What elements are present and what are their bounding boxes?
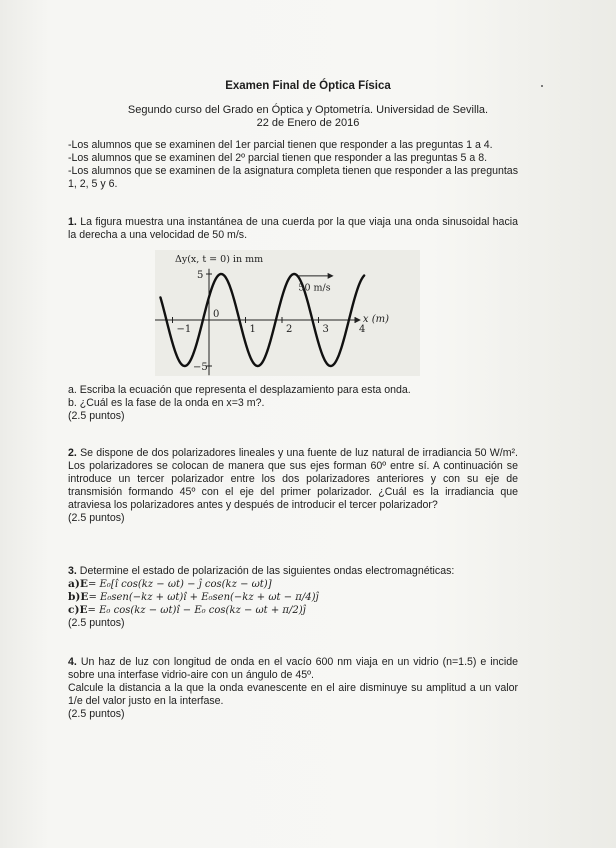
instruction-3: -Los alumnos que se examinen de la asignatura completa tienen que responder a las preguntas 1, 2, 5 y 6. xyxy=(68,165,518,190)
instruction-2: -Los alumnos que se examinen del 2º parcial tienen que responder a las preguntas 5 a 8. xyxy=(68,152,488,164)
q3-eq-c: c)E= E₀ cos(kz − ωt)î − E₀ cos(kz − ωt + π/2)ĵ xyxy=(68,604,306,616)
x-tick-label: 3 xyxy=(322,324,329,335)
q1-text: La figura muestra una instantánea de una cuerda por la que viaja una onda sinusoidal hacia la derecha a una velocidad de 50 m/s. xyxy=(68,216,518,241)
velocity-arrowhead xyxy=(328,273,334,279)
y-tick-label: 5 xyxy=(197,270,204,281)
exam-title: Examen Final de Óptica Física xyxy=(225,80,391,92)
chart-title: Δy(x, t = 0) in mm xyxy=(175,254,264,265)
q1-points: (2.5 puntos) xyxy=(68,410,125,422)
q1-number: 1. xyxy=(68,216,77,228)
q1-part-b: b. ¿Cuál es la fase de la onda en x=3 m?. xyxy=(68,397,265,409)
instructions xyxy=(68,139,518,191)
course-line: Segundo curso del Grado en Óptica y Optometría. Universidad de Sevilla. xyxy=(127,104,489,116)
q2-text: Se dispone de dos polarizadores lineales y una fuente de luz natural de irradiancia 50 W/m². Los polarizadores se colocan de manera que sus ejes forman 60º entre sí. A continuación se introduce un tercer polarizador entre los dos polarizadores anteriores y con su eje de transmisión formando 45º con el eje del primer polarizador. ¿Cuál es la irradiancia que atraviesa los polarizadores antes y después de introducir el tercer polarizador? xyxy=(68,447,518,511)
q4-text: Un haz de luz con longitud de onda en el vacío 600 nm viaja en un vidrio (n=1.5) e incide sobre una interfase vidrio-aire con un ángulo de 45º. xyxy=(68,656,518,681)
x-axis-label: x (m) xyxy=(362,314,390,325)
q2-number: 2. xyxy=(68,447,77,459)
x-tick-label: 4 xyxy=(359,324,366,335)
wave-figure xyxy=(155,250,420,376)
q1-part-a: a. Escriba la ecuación que representa el desplazamiento para esta onda. xyxy=(68,384,411,396)
q3-points: (2.5 puntos) xyxy=(68,617,125,629)
y-tick-label-zero: 0 xyxy=(213,309,220,320)
question-1 xyxy=(68,216,518,242)
x-tick-label: 2 xyxy=(286,324,293,335)
q4-text-2: Calcule la distancia a la que la onda evanescente en el aire disminuye su amplitud a un valor 1/e del valor justo en la interfase. xyxy=(68,682,518,707)
velocity-label: 50 m/s xyxy=(298,282,331,294)
wave-chart xyxy=(155,250,420,376)
question-3 xyxy=(68,565,518,630)
q4-number: 4. xyxy=(68,656,77,668)
x-axis-arrow xyxy=(355,317,361,323)
q3-text: Determine el estado de polarización de las siguientes ondas electromagnéticas: xyxy=(79,565,455,577)
q4-points: (2.5 puntos) xyxy=(68,708,125,720)
exam-date: 22 de Enero de 2016 xyxy=(256,117,360,129)
q3-eq-b: b)E= E₀sen(−kz + ωt)î + E₀sen(−kz + ωt − π/4)ĵ xyxy=(68,591,319,603)
x-tick-label: −1 xyxy=(176,324,192,335)
question-4 xyxy=(68,656,518,721)
q3-number: 3. xyxy=(68,565,77,577)
q1-parts xyxy=(68,384,518,423)
instruction-1: -Los alumnos que se examinen del 1er parcial tienen que responder a las preguntas 1 a 4. xyxy=(68,139,493,151)
q2-points: (2.5 puntos) xyxy=(68,512,125,524)
x-tick-label: 1 xyxy=(249,324,256,335)
y-tick-label: −5 xyxy=(193,362,208,373)
q3-eq-a: a)E= E₀[î cos(kz − ωt) − ĵ cos(kz − ωt)] xyxy=(68,578,272,590)
question-2 xyxy=(68,447,518,525)
